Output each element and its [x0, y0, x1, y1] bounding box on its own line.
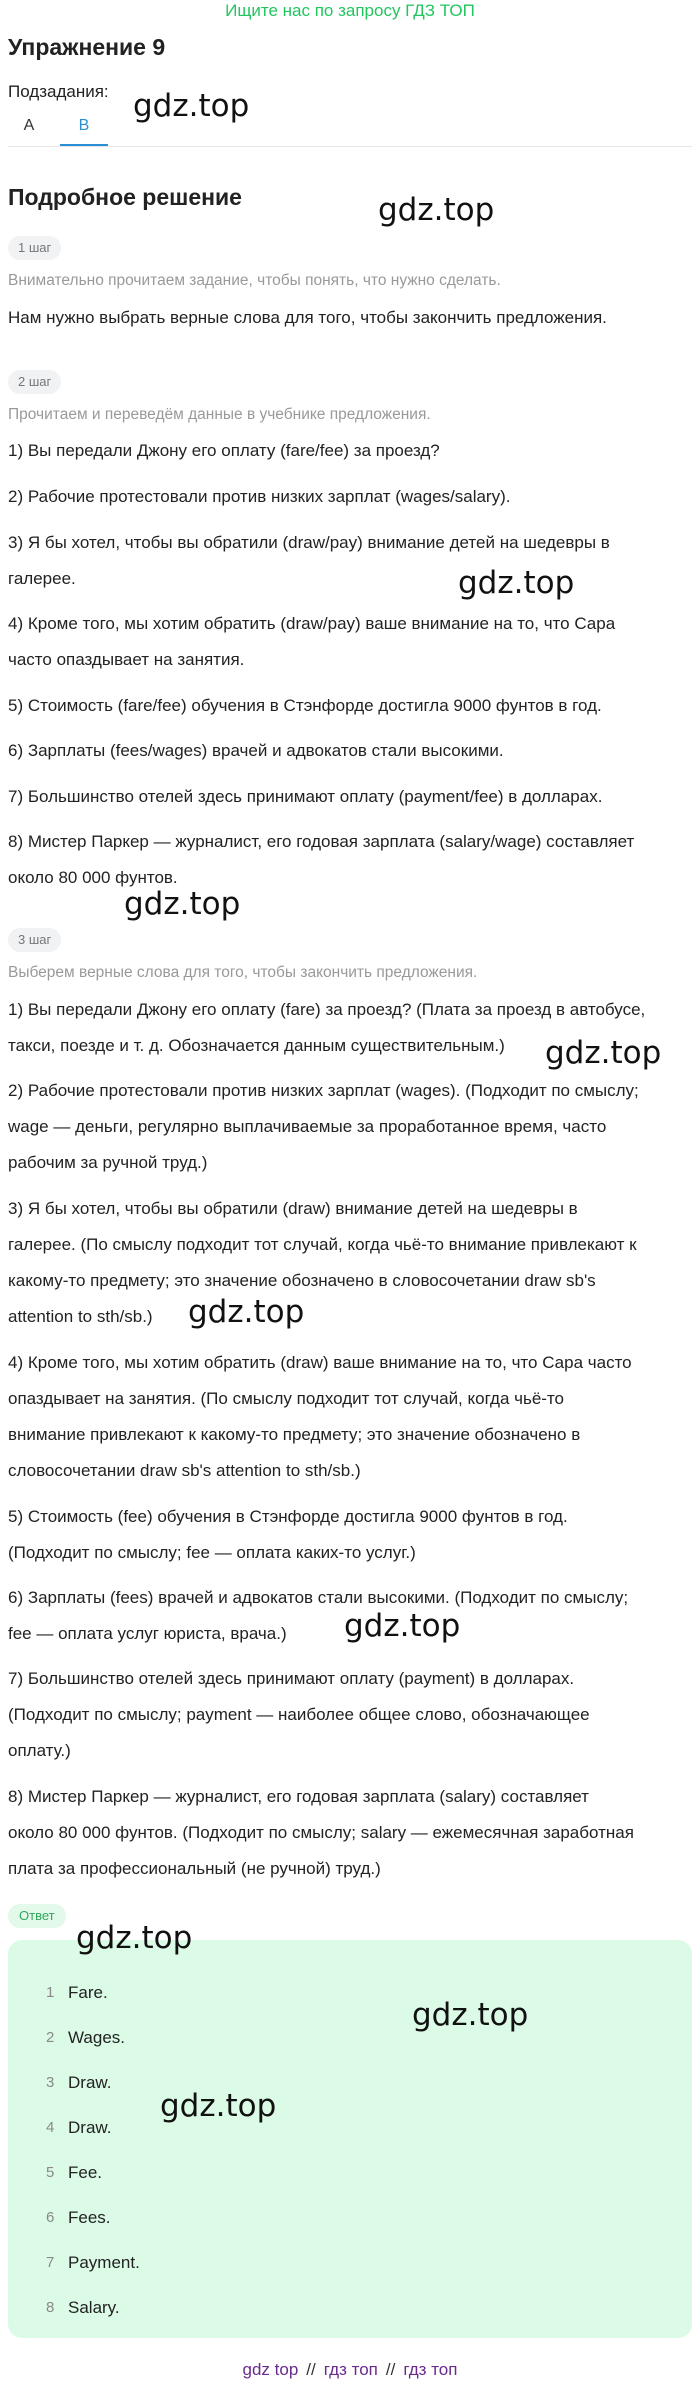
step-hint: Прочитаем и переведём данные в учебнике предложения.: [8, 406, 431, 423]
step-text-line: 1) Вы передали Джону его оплату (fare) за проезд? (Плата за проезд в автобусе,: [8, 1000, 646, 1019]
step-text-line: галерее. (По смыслу подходит тот случай, когда чьё-то внимание привлекают к: [8, 1235, 637, 1254]
step-text-line: 7) Большинство отелей здесь принимают оплату (payment) в долларах.: [8, 1669, 575, 1688]
answer-number: 8: [46, 2299, 55, 2316]
subtask-tabs: [8, 112, 108, 146]
step-text-line: attention to sth/sb.): [8, 1307, 153, 1326]
step-badge: 2 шаг: [8, 370, 61, 394]
answer-item: [8, 2070, 692, 2100]
watermark: gdz.top: [124, 886, 241, 922]
step-text-line: 5) Стоимость (fee) обучения в Стэнфорде достигла 9000 фунтов в год.: [8, 1507, 568, 1526]
step-text-line: 1) Вы передали Джону его оплату (fare/fee) за проезд?: [8, 441, 440, 460]
step-text-line: плата за профессиональный (не ручной) труд.): [8, 1859, 381, 1878]
step-text-line: около 80 000 фунтов. (Подходит по смыслу; salary — ежемесячная заработная: [8, 1823, 634, 1842]
answer-badge: Ответ: [8, 1904, 66, 1928]
footer-link[interactable]: гдз топ: [323, 2360, 378, 2379]
step-text-line: 3) Я бы хотел, чтобы вы обратили (draw) внимание детей на шедевры в: [8, 1199, 578, 1218]
solution-title: Подробное решение: [8, 184, 242, 210]
step-text-line: опаздывает на занятия. (По смыслу подходит тот случай, когда чьё-то: [8, 1389, 565, 1408]
step-text-line: рабочим за ручной труд.): [8, 1153, 208, 1172]
answer-item: [8, 2115, 692, 2145]
watermark: gdz.top: [378, 192, 495, 228]
step-text-line: 6) Зарплаты (fees/wages) врачей и адвокатов стали высокими.: [8, 741, 504, 760]
step-hint: Выберем верные слова для того, чтобы закончить предложения.: [8, 964, 478, 981]
answer-text: Draw.: [68, 2118, 112, 2137]
step-text-line: 4) Кроме того, мы хотим обратить (draw/pay) ваше внимание на то, что Сара: [8, 614, 616, 633]
divider: [8, 146, 692, 147]
answer-number: 1: [46, 1984, 55, 2001]
watermark: gdz.top: [188, 1294, 305, 1330]
step-text-line: 2) Рабочие протестовали против низких зарплат (wages/salary).: [8, 487, 511, 506]
answer-item: [8, 2250, 692, 2280]
step-text-line: 8) Мистер Паркер — журналист, его годовая зарплата (salary/wage) составляет: [8, 832, 635, 851]
answer-box: [8, 1940, 692, 2338]
answer-item: [8, 2205, 692, 2235]
answer-text: Fee.: [68, 2163, 103, 2182]
footer-separator: //: [385, 2360, 396, 2379]
step-text-line: wage — деньги, регулярно выплачиваемые за проработанное время, часто: [8, 1117, 607, 1136]
subtask-tab-a[interactable]: A: [23, 117, 35, 134]
answer-number: 7: [46, 2254, 55, 2271]
answer-item: [8, 2025, 692, 2055]
watermark: gdz.top: [344, 1608, 461, 1644]
answer-number: 4: [46, 2119, 55, 2136]
watermark: gdz.top: [458, 565, 575, 601]
footer-link[interactable]: гдз топ: [403, 2360, 458, 2379]
step-badge: 1 шаг: [8, 236, 61, 260]
step-badge: 3 шаг: [8, 928, 61, 952]
step-text-line: какому-то предмету; это значение обозначено в словосочетании draw sb's: [8, 1271, 596, 1290]
watermark: gdz.top: [133, 88, 250, 124]
step-text-line: Нам нужно выбрать верные слова для того, чтобы закончить предложения.: [8, 308, 607, 327]
watermark: gdz.top: [545, 1035, 662, 1071]
step-text-line: 4) Кроме того, мы хотим обратить (draw) ваше внимание на то, что Сара часто: [8, 1353, 632, 1372]
step-text-line: 2) Рабочие протестовали против низких зарплат (wages). (Подходит по смыслу;: [8, 1081, 639, 1100]
exercise-title: Упражнение 9: [8, 34, 166, 60]
step-text-line: 5) Стоимость (fare/fee) обучения в Стэнфорде достигла 9000 фунтов в год.: [8, 696, 602, 715]
step-text-line: 7) Большинство отелей здесь принимают оплату (payment/fee) в долларах.: [8, 787, 603, 806]
step-text-line: такси, поезде и т. д. Обозначается данным существительным.): [8, 1036, 505, 1055]
step-text-line: внимание привлекают к какому-то предмету; это значение обозначено в: [8, 1425, 581, 1444]
answer-text: Wages.: [68, 2028, 126, 2047]
step-text-line: оплату.): [8, 1741, 71, 1760]
answer-item: [8, 1980, 692, 2010]
step-text-line: 8) Мистер Паркер — журналист, его годовая зарплата (salary) составляет: [8, 1787, 589, 1806]
answer-item: [8, 2160, 692, 2190]
answer-item: [8, 2295, 692, 2325]
subtask-tab-b[interactable]: B: [60, 112, 108, 146]
step-text-line: часто опаздывает на занятия.: [8, 650, 245, 669]
answer-text: Payment.: [68, 2253, 140, 2272]
watermark: gdz.top: [160, 2088, 277, 2124]
step-text-line: (Подходит по смыслу; fee — оплата каких-то услуг.): [8, 1543, 416, 1562]
step-text-line: около 80 000 фунтов.: [8, 868, 178, 887]
answer-text: Fare.: [68, 1983, 108, 2002]
watermark: gdz.top: [76, 1920, 193, 1956]
step-text-line: галерее.: [8, 569, 76, 588]
answer-text: Draw.: [68, 2073, 112, 2092]
step-text-line: fee — оплата услуг юриста, врача.): [8, 1624, 287, 1643]
answer-text: Salary.: [68, 2298, 120, 2317]
subtasks-label: Подзадания:: [8, 82, 109, 101]
answer-number: 3: [46, 2074, 55, 2091]
step-text-line: 6) Зарплаты (fees) врачей и адвокатов стали высокими. (Подходит по смыслу;: [8, 1588, 629, 1607]
footer-link[interactable]: gdz top: [242, 2360, 299, 2379]
step-text-line: словосочетании draw sb's attention to sth/sb.): [8, 1461, 361, 1480]
answer-text: Fees.: [68, 2208, 111, 2227]
step-text-line: (Подходит по смыслу; payment — наиболее общее слово, обозначающее: [8, 1705, 590, 1724]
watermark: gdz.top: [412, 1997, 529, 2033]
step-text-line: 3) Я бы хотел, чтобы вы обратили (draw/pay) внимание детей на шедевры в: [8, 533, 610, 552]
answer-number: 5: [46, 2164, 55, 2181]
answer-number: 6: [46, 2209, 55, 2226]
footer-links: [0, 2360, 700, 2380]
answer-number: 2: [46, 2029, 55, 2046]
step-hint: Внимательно прочитаем задание, чтобы понять, что нужно сделать.: [8, 272, 501, 289]
top-banner: Ищите нас по запросу ГДЗ ТОП: [225, 1, 475, 20]
footer-separator: //: [306, 2360, 316, 2379]
